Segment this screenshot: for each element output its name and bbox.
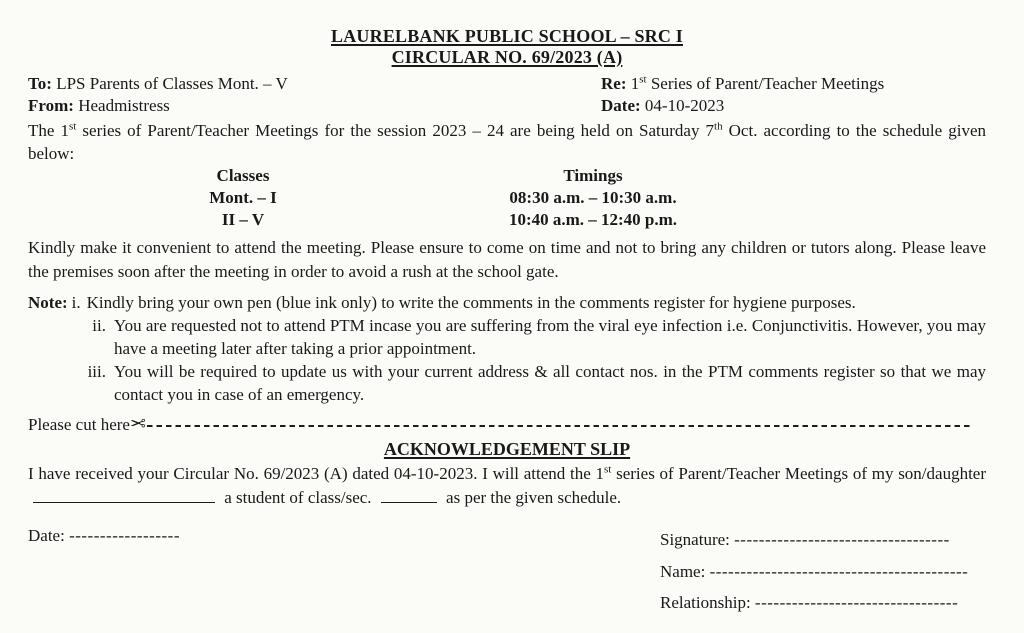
acknowledgement-title-text: ACKNOWLEDGEMENT SLIP (383, 439, 631, 459)
note-text: You are requested not to attend PTM incase you are suffering from the viral eye infection i.e. Conjunctivitis. However, you may have a meeting later after taking a prior appointment. (114, 316, 986, 358)
note-numeral: i. (71, 293, 81, 312)
footer-date-label: Date: (28, 526, 65, 545)
name-label: Name: (660, 561, 706, 581)
note-numeral: iii. (87, 362, 106, 381)
timing-cell: 10:40 a.m. – 12:40 p.m. (508, 210, 678, 229)
relationship-field (660, 587, 986, 619)
acknowledgement-paragraph: I have received your Circular No. 69/2023 (A) dated 04-10-2023. I will attend the 1st series of Parent/Teacher Meetings of my son/daughter a student of class/sec. as per the given schedule. (28, 463, 987, 507)
cut-here-label: Please cut here (28, 415, 130, 434)
from-value: Headmistress (78, 96, 170, 115)
date-label: Date: (601, 96, 641, 115)
note-text: You will be required to update us with your current address & all contact nos. in the PTM comments register so that we may contact you in case of an emergency. (114, 362, 986, 404)
intro-paragraph: The 1st series of Parent/Teacher Meetings for the session 2023 – 24 are being held on Saturday 7th Oct. according to the schedule given below: (28, 120, 986, 163)
note-item (80, 314, 986, 360)
class-cell: Mont. – I (209, 188, 277, 207)
ordinal-suffix: st (69, 120, 77, 133)
note-label: Note: (28, 293, 68, 312)
meta-section (28, 73, 986, 117)
ordinal-suffix: st (639, 73, 647, 86)
schedule-table (28, 165, 986, 231)
to-label: To: (28, 74, 52, 93)
signature-line: ----------------------------------- (734, 530, 950, 549)
circular-number (28, 47, 986, 68)
scissors-icon: ✂ (129, 412, 146, 435)
date-field (28, 524, 180, 619)
ordinal-suffix: th (714, 120, 723, 133)
from-row (28, 95, 601, 117)
class-section-blank (381, 488, 437, 503)
cut-here-row (28, 413, 986, 436)
name-field (660, 556, 986, 588)
relationship-label: Relationship: (660, 593, 751, 612)
ordinal-suffix: st (604, 463, 612, 476)
name-line: ------------------------------------------ (709, 561, 969, 581)
re-label: Re: (601, 74, 627, 93)
acknowledgement-title (28, 438, 986, 460)
date-value: 04-10-2023 (644, 96, 725, 115)
timing-cell: 08:30 a.m. – 10:30 a.m. (509, 188, 677, 207)
schedule-header-classes: Classes (216, 166, 270, 185)
schedule-header-timings: Timings (563, 166, 623, 185)
date-line: ------------------ (69, 526, 180, 545)
signature-label: Signature: (660, 530, 730, 549)
note-item (28, 291, 986, 314)
schedule-row (28, 209, 986, 231)
class-cell: II – V (221, 210, 265, 229)
note-text: Kindly bring your own pen (blue ink only) to write the comments in the comments register for hygiene purposes. (86, 293, 856, 312)
from-label: From: (28, 96, 74, 115)
school-title-text: LAURELBANK PUBLIC SCHOOL – SRC I (331, 26, 683, 46)
re-row (601, 73, 986, 95)
school-title (28, 26, 986, 47)
to-row (28, 73, 601, 95)
relationship-line: --------------------------------- (754, 593, 959, 612)
signature-block (660, 524, 986, 619)
note-item (80, 360, 986, 406)
notes-section (28, 291, 986, 406)
schedule-row (28, 187, 986, 209)
to-value: LPS Parents of Classes Mont. – V (56, 74, 288, 93)
note-numeral: ii. (92, 316, 106, 335)
footer-section (28, 524, 986, 619)
signature-field (660, 524, 986, 556)
re-value: 1st Series of Parent/Teacher Meetings (630, 73, 885, 93)
cut-dashed-line (147, 425, 972, 428)
attendance-paragraph: Kindly make it convenient to attend the meeting. Please ensure to come on time and not to bring any children or tutors along. Please leave the premises soon after the meeting in order to avoid a rush at the school gate. (28, 238, 986, 281)
circular-number-text: CIRCULAR NO. 69/2023 (A) (391, 47, 623, 67)
schedule-header-row (28, 165, 986, 187)
date-row (601, 95, 986, 117)
student-name-blank (33, 488, 215, 503)
